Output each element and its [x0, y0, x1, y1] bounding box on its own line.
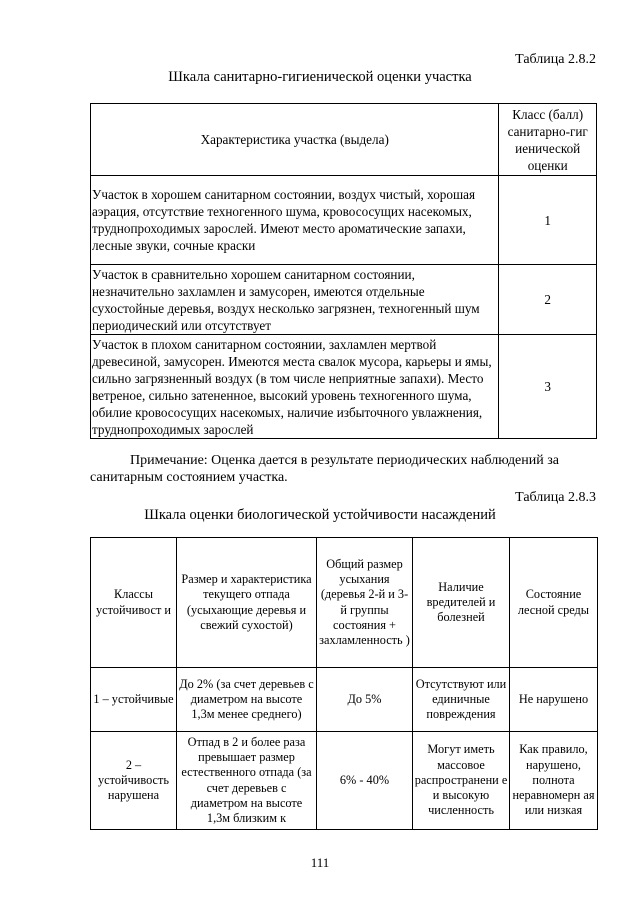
- header-current-fall: Размер и характеристика текущего отпада (усыхающие деревья и свежий сухостой): [177, 538, 317, 668]
- table2-number: Таблица 2.8.3: [515, 490, 596, 505]
- row2-env: Как правило, нарушено, полнота неравномерн ая или низкая: [510, 732, 598, 830]
- row3-text: Участок в плохом санитарном состоянии, захламлен мертвой древесиной, замусорен. Имеются места свалок мусора, карьеры и ямы, сильно загрязненный воздух (в том числе неприятные запахи). Место ветреное, сильно затененное, высокий уровень техногенного шума, обилие кровососущих насекомых, наличие избыточного увлажнения, труднопроходимых зарослей: [91, 335, 499, 439]
- table-row: [91, 335, 597, 439]
- row1-class: 1 – устойчивые: [91, 668, 177, 732]
- table-row: [91, 732, 598, 830]
- row2-score: 2: [499, 265, 597, 335]
- header-total-drying: Общий размер усыхания (деревья 2-й и 3-й группы состояния + захламленность ): [317, 538, 413, 668]
- row1-env: Не нарушено: [510, 668, 598, 732]
- header-forest-environment: Состояние лесной среды: [510, 538, 598, 668]
- row2-fall: Отпад в 2 и более раза превышает размер естественного отпада (за счет деревьев с диаметром на высоте 1,3м близким к: [177, 732, 317, 830]
- row3-score: 3: [499, 335, 597, 439]
- row2-text: Участок в сравнительно хорошем санитарном состоянии, незначительно захламлен и замусорен, имеются отдельные сухостойные деревья, воздух несколько загрязнен, техногенный шум периодический или отсутствует: [91, 265, 499, 335]
- row2-total: 6% - 40%: [317, 732, 413, 830]
- header-characteristic: Характеристика участка (выдела): [91, 104, 499, 176]
- header-class-score: Класс (балл) санитарно-гиг иенической оценки: [499, 104, 597, 176]
- table2-title: Шкала оценки биологической устойчивости насаждений: [144, 507, 496, 523]
- sanitary-assessment-table: [90, 103, 597, 439]
- row1-text: Участок в хорошем санитарном состоянии, воздух чистый, хорошая аэрация, отсутствие техногенного шума, кровососущих насекомых, труднопроходимых зарослей. Имеют место ароматические запахи, лесные звуки, сочные краски: [91, 176, 499, 265]
- row2-pests: Могут иметь массовое распространени е и высокую численность: [413, 732, 510, 830]
- header-stability-class: Классы устойчивост и: [91, 538, 177, 668]
- row2-class: 2 – устойчивость нарушена: [91, 732, 177, 830]
- page-number: 111: [310, 855, 330, 870]
- row1-pests: Отсутствуют или единичные повреждения: [413, 668, 510, 732]
- table-header-row: [91, 104, 597, 176]
- header-pests-diseases: Наличие вредителей и болезней: [413, 538, 510, 668]
- table-row: [91, 176, 597, 265]
- table-row: [91, 265, 597, 335]
- table-header-row: [91, 538, 598, 668]
- row1-fall: До 2% (за счет деревьев с диаметром на высоте 1,3м менее среднего): [177, 668, 317, 732]
- biological-stability-table: [90, 537, 598, 830]
- note-paragraph: Примечание: Оценка дается в результате периодических наблюдений за санитарным состоянием участка.: [90, 453, 559, 485]
- row1-score: 1: [499, 176, 597, 265]
- row1-total: До 5%: [317, 668, 413, 732]
- table-row: [91, 668, 598, 732]
- table1-number: Таблица 2.8.2: [515, 52, 596, 67]
- table1-title: Шкала санитарно-гигиенической оценки участка: [168, 69, 472, 85]
